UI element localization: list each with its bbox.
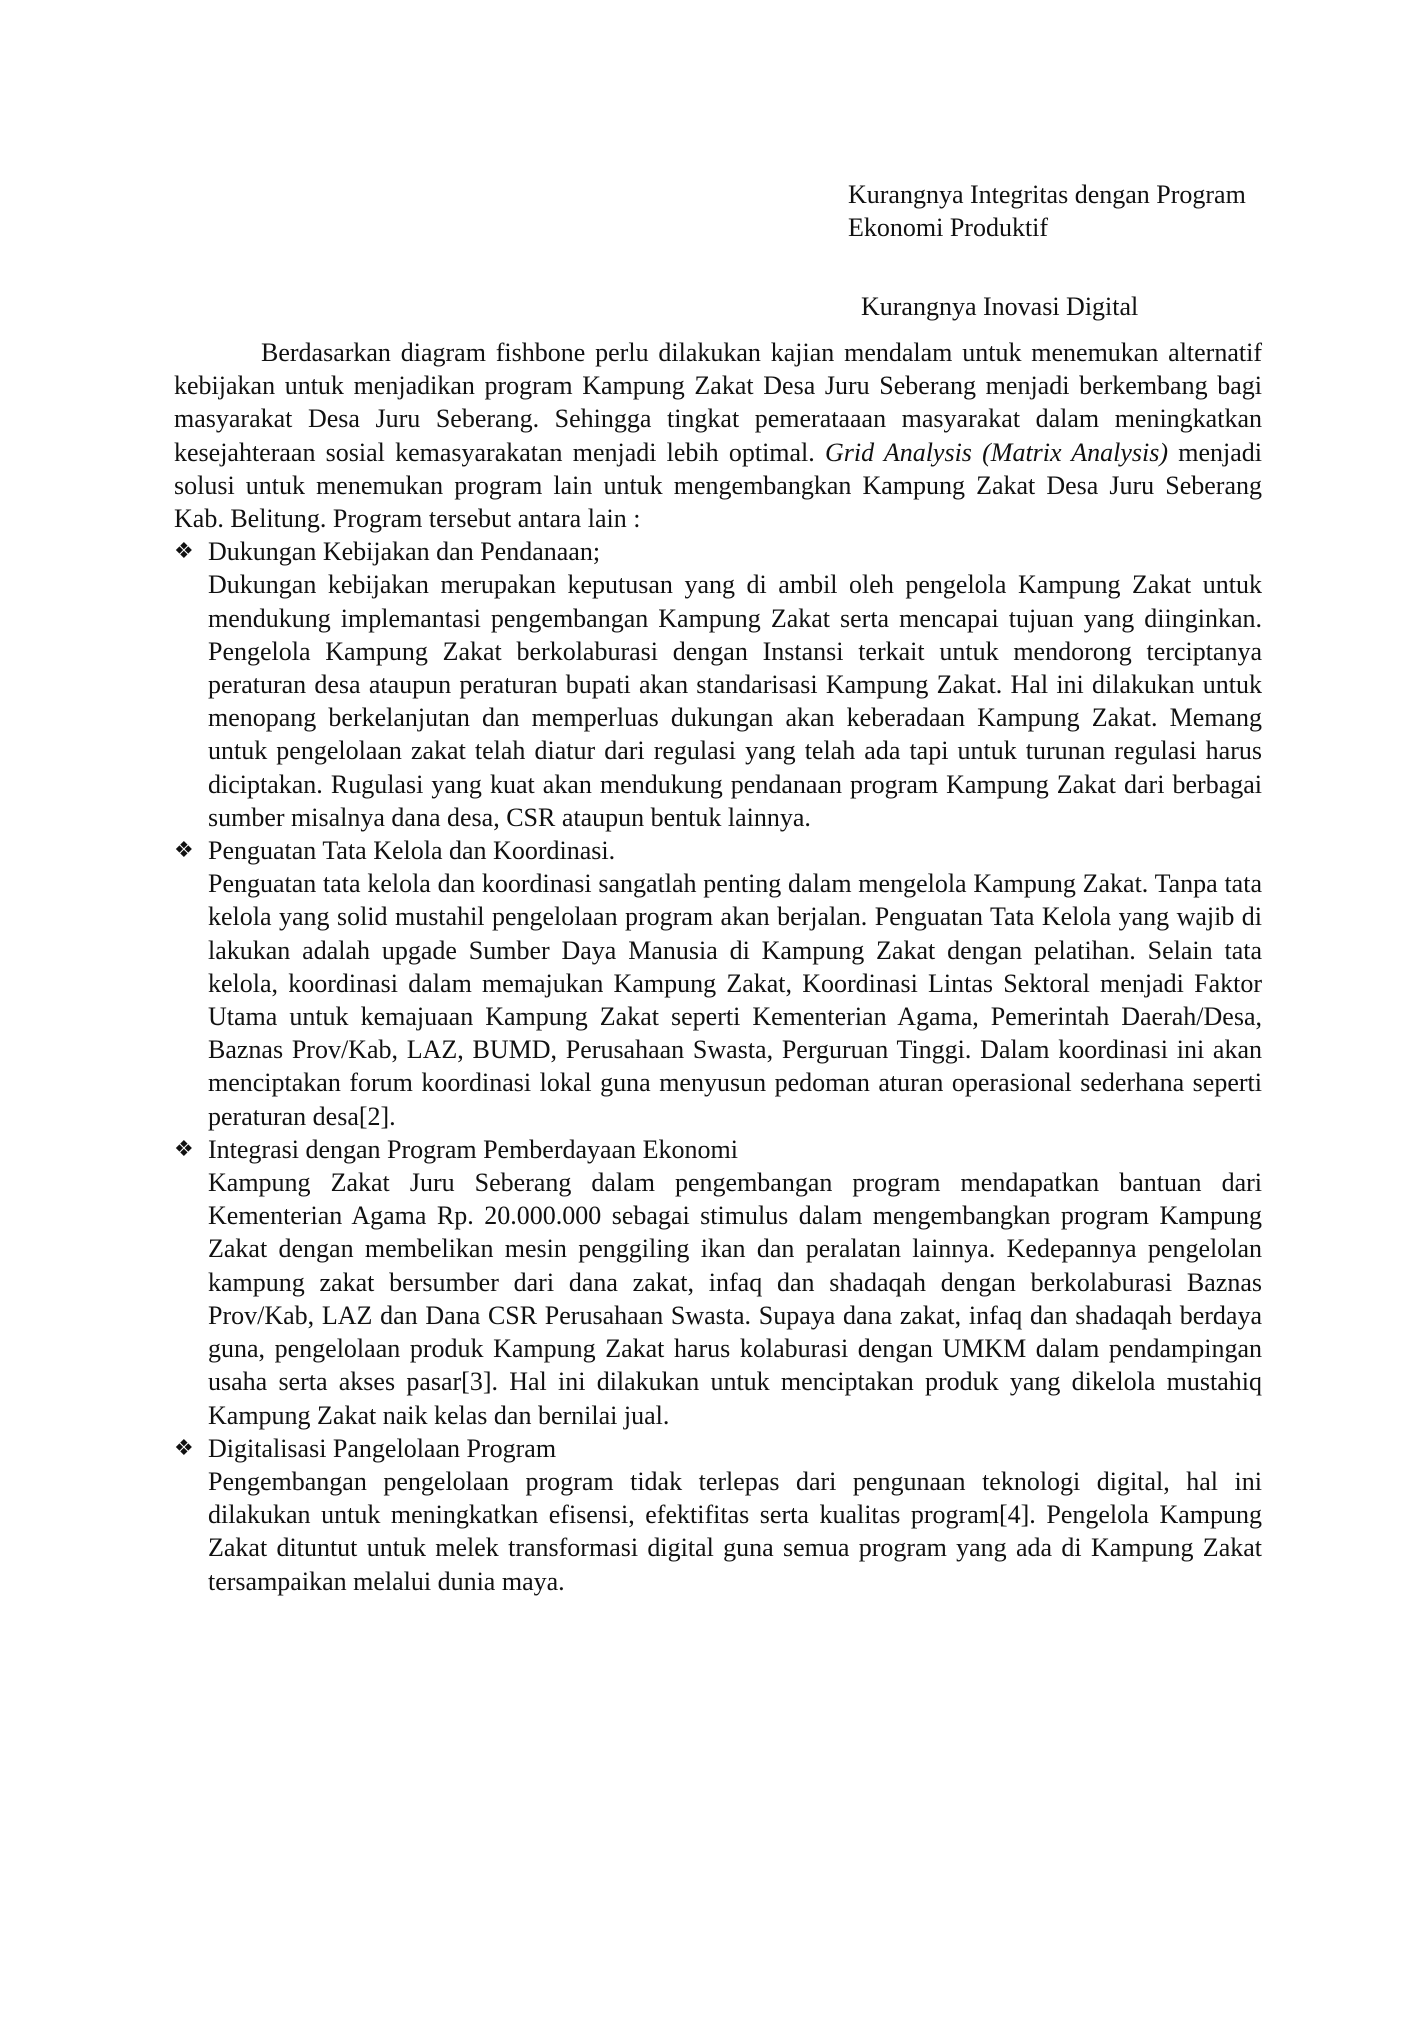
list-item-heading — [174, 535, 1262, 568]
fishbone-label-digital-innovation: Kurangnya Inovasi Digital — [861, 292, 1139, 321]
fishbone-label-integrity-line1: Kurangnya Integritas dengan Program — [848, 180, 1246, 209]
diamond-bullet-icon: ❖ — [174, 1136, 194, 1162]
diamond-bullet-icon: ❖ — [174, 1435, 194, 1461]
list-item-heading — [174, 1133, 1262, 1166]
list-item-heading-text: Penguatan Tata Kelola dan Koordinasi. — [208, 836, 616, 866]
intro-text-start: Berdasarkan diagram fishbone perlu dilakukan kajian mendalam untuk menemukan alternatif kebijakan untuk menjadikan program Kampung Zakat Desa Juru Seberang menjadi berkembang bagi masyarakat Desa Juru Seberang. Sehingga tingkat pemerataaan masyarakat dalam meningkatkan kesejahteraan sosial kemasyarakatan menjadi lebih optimal. — [174, 338, 1262, 467]
list-item — [174, 535, 1262, 834]
list-item — [174, 1432, 1262, 1598]
fishbone-label-integrity — [848, 178, 1246, 244]
list-item — [174, 1133, 1262, 1432]
diamond-bullet-icon: ❖ — [174, 539, 194, 565]
list-item-body: Penguatan tata kelola dan koordinasi sangatlah penting dalam mengelola Kampung Zakat. Tanpa tata kelola yang solid mustahil pengelolaan program akan berjalan. Penguatan Tata Kelola yang wajib di lakukan adalah upgade Sumber Daya Manusia di Kampung Zakat dengan pelatihan. Selain tata kelola, koordinasi dalam memajukan Kampung Zakat, Koordinasi Lintas Sektoral menjadi Faktor Utama untuk kemajuaan Kampung Zakat seperti Kementerian Agama, Pemerintah Daerah/Desa, Baznas Prov/Kab, LAZ, BUMD, Perusahaan Swasta, Perguruan Tinggi. Dalam koordinasi ini akan menciptakan forum koordinasi lokal guna menyusun pedoman aturan operasional sederhana seperti peraturan desa[2]. — [208, 869, 1262, 1131]
diamond-bullet-icon: ❖ — [174, 838, 194, 864]
intro-italic-term: Grid Analysis (Matrix Analysis) — [824, 437, 1169, 467]
document-body — [174, 336, 1262, 1598]
list-item-body: Pengembangan pengelolaan program tidak terlepas dari pengunaan teknologi digital, hal ini dilakukan untuk meningkatkan efisensi, efektifitas serta kualitas program[4]. Pengelola Kampung Zakat dituntut untuk melek transformasi digital guna semua program yang ada di Kampung Zakat tersampaikan melalui dunia maya. — [208, 1466, 1262, 1596]
list-item-body: Kampung Zakat Juru Seberang dalam pengembangan program mendapatkan bantuan dari Kementerian Agama Rp. 20.000.000 sebagai stimulus dalam mengembangkan program Kampung Zakat dengan membelikan mesin penggiling ikan dan peralatan lainnya. Kedepannya pengelolan kampung zakat bersumber dari dana zakat, infaq dan shadaqah dengan berkolaburasi Baznas Prov/Kab, LAZ dan Dana CSR Perusahaan Swasta. Supaya dana zakat, infaq dan shadaqah berdaya guna, pengelolaan produk Kampung Zakat harus kolaburasi dengan UMKM dalam pendampingan usaha serta akses pasar[3]. Hal ini dilakukan untuk menciptakan produk yang dikelola mustahiq Kampung Zakat naik kelas dan bernilai jual. — [208, 1168, 1262, 1430]
list-item-heading-text: Digitalisasi Pangelolaan Program — [208, 1433, 557, 1463]
list-item — [174, 834, 1262, 1133]
fishbone-label-integrity-line2: Ekonomi Produktif — [848, 213, 1049, 242]
list-item-heading — [174, 1432, 1262, 1465]
list-item-heading-text: Integrasi dengan Program Pemberdayaan Ekonomi — [208, 1134, 738, 1164]
list-item-heading-text: Dukungan Kebijakan dan Pendanaan; — [208, 537, 601, 567]
intro-text-end: menjadi solusi untuk menemukan program lain untuk mengembangkan Kampung Zakat Desa Juru Seberang Kab. Belitung. Program tersebut antara lain : — [174, 437, 1262, 534]
list-item-heading — [174, 834, 1262, 867]
intro-paragraph — [174, 336, 1262, 535]
list-item-body: Dukungan kebijakan merupakan keputusan yang di ambil oleh pengelola Kampung Zakat untuk mendukung implemantasi pengembangan Kampung Zakat serta mencapai tujuan yang diinginkan. Pengelola Kampung Zakat berkolaburasi dengan Instansi terkait untuk mendorong terciptanya peraturan desa ataupun peraturan bupati akan standarisasi Kampung Zakat. Hal ini dilakukan untuk menopang berkelanjutan dan memperluas dukungan akan keberadaan Kampung Zakat. Memang untuk pengelolaan zakat telah diatur dari regulasi yang telah ada tapi untuk turunan regulasi harus diciptakan. Rugulasi yang kuat akan mendukung pendanaan program Kampung Zakat dari berbagai sumber misalnya dana desa, CSR ataupun bentuk lainnya. — [208, 570, 1262, 832]
